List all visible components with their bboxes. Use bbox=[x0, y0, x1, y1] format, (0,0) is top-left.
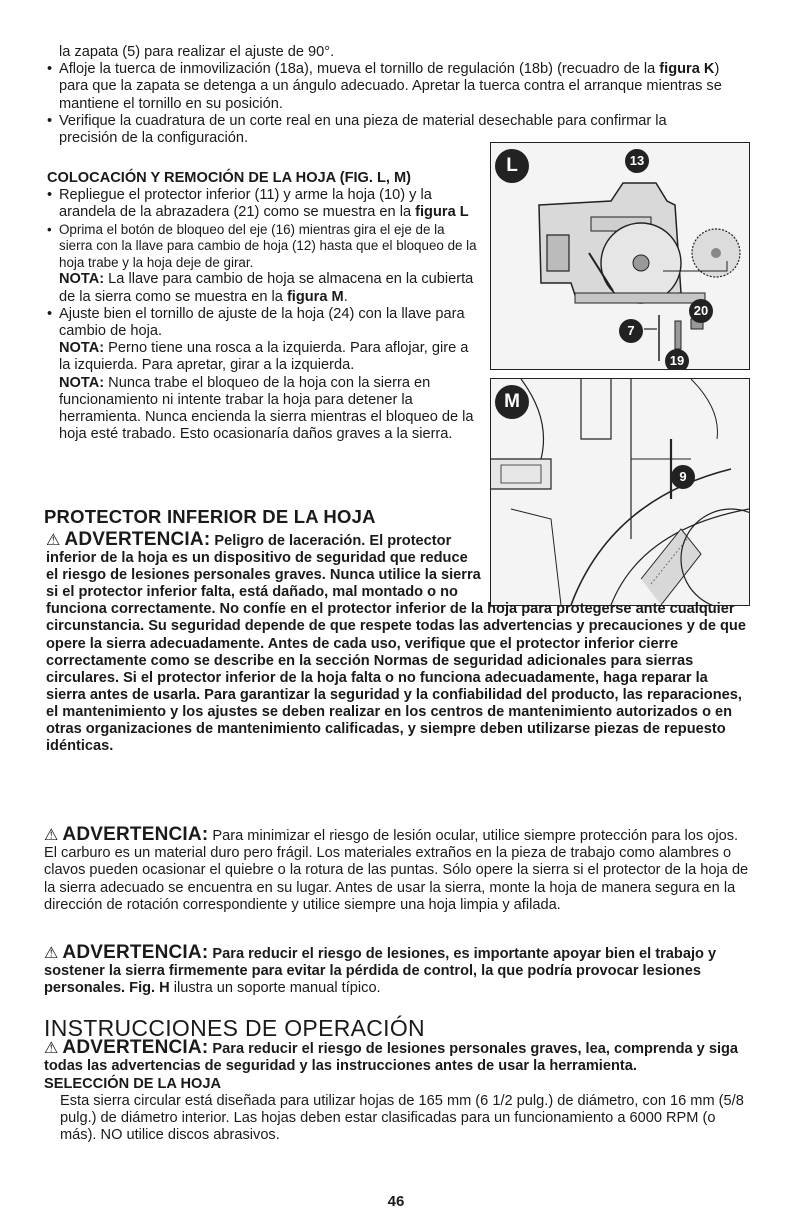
instrucciones-warning: ⚠ ADVERTENCIA: Para reducir el riesgo de lesiones personales graves, lea, comprenda y siga todas las advertencias de seguridad y las instrucciones antes de usar la herramienta. bbox=[44, 1037, 739, 1075]
protector-heading: PROTECTOR INFERIOR DE LA HOJA bbox=[44, 506, 376, 527]
page-number: 46 bbox=[387, 1193, 405, 1210]
intro-section bbox=[47, 44, 747, 147]
protector-warning-text: Peligro de laceración. El protector inferior de la hoja es un dispositivo de seguridad que reduce el riesgo de lesiones personales graves. Nunca utilice la sierra si el protector inferior falta, está dañado, mal montado o no funciona correctamente. No confíe en el protector inferior de la hoja para protegerse ante cualquier circunstancia. Su seguridad depende de que respete todas las advertencias y precauciones y de que opere la sierra adecuadamente. Antes de cada uso, verifique que el protector inferior cierre correctamente como se describe en la sección Normas de seguridad adicionales para sierras circulares. Si el protector inferior de la hoja falta o no funciona adecuadamente, haga reparar la sierra antes de usarla. Para garantizar la seguridad y la confiabilidad del producto, las reparaciones, el mantenimiento y los ajustes se deben realizar en los centros de mantenimiento autorizados o en otras organizaciones de mantenimiento calificadas, y siempre deben utilizarse piezas de repuesto idénticas. bbox=[46, 533, 746, 755]
figure-k-ref: figura K bbox=[659, 61, 715, 78]
warning-label: ADVERTENCIA: bbox=[62, 824, 209, 845]
colocacion-bullet-1: • Repliegue el protector inferior (11) y arme la hoja (10) y la arandela de la abrazadera (21) como se muestra en la figura L bbox=[47, 187, 479, 221]
colocacion-bullet-2: • Oprima el botón de bloqueo del eje (16) mientras gira el eje de la sierra con la llave para cambio de hoja (12) hasta que el bloqueo de la hoja trabe y la hoja deje de girar. bbox=[47, 222, 479, 272]
colocacion-section bbox=[47, 170, 479, 443]
warning-label: ADVERTENCIA: bbox=[64, 529, 211, 550]
warning-icon: ⚠ bbox=[44, 1040, 59, 1058]
callout-9: 9 bbox=[671, 465, 695, 489]
figure-l-ref: figura L bbox=[415, 204, 469, 221]
callout-7: 7 bbox=[619, 319, 643, 343]
warning-icon: ⚠ bbox=[46, 532, 61, 549]
warning-label: ADVERTENCIA: bbox=[62, 1037, 209, 1059]
support-warning bbox=[44, 944, 750, 998]
figure-l-label: L bbox=[495, 149, 529, 183]
seleccion-heading: SELECCIÓN DE LA HOJA bbox=[44, 1075, 222, 1092]
colocacion-heading: COLOCACIÓN Y REMOCIÓN DE LA HOJA (FIG. L, M) bbox=[47, 170, 412, 186]
protector-warning bbox=[44, 531, 750, 755]
nota-3: NOTA: Nunca trabe el bloqueo de la hoja con la sierra en funcionamiento ni intente trabar la hoja para detener la herramienta. Nunca encienda la sierra mientras el bloqueo de la hoja esté trabado. Esto ocasionaría daños graves a la sierra. bbox=[59, 374, 474, 443]
instrucciones-section bbox=[44, 1015, 750, 1144]
nota-1: NOTA: La llave para cambio de hoja se almacena en la cubierta de la sierra como se muestra en la figura M. bbox=[59, 271, 474, 305]
intro-bullet-2: • Verifique la cuadratura de un corte real en una pieza de material desechable para confirmar la precisión de la configuración. bbox=[47, 113, 724, 147]
figure-m-float-spacer bbox=[482, 531, 750, 593]
warning-label: ADVERTENCIA: bbox=[62, 942, 209, 963]
eye-warning-text: Para minimizar el riesgo de lesión ocular, utilice siempre protección para los ojos. El carburo es un material duro pero frágil. Los materiales extraños en la pieza de trabajo como alambres o clavos pueden ocasionar el quiebre o la rotura de las puntas. Sólo opere la sierra si el protector de la hoja de la sierra adecuado se encuentra en su lugar. Antes de usar la sierra, monte la hoja de manera segura en la dirección de rotación correspondiente y utilice siempre una hoja limpia y afilada. bbox=[44, 828, 749, 913]
warning-icon: ⚠ bbox=[44, 827, 59, 844]
eye-warning bbox=[44, 826, 750, 914]
intro-continuation: la zapata (5) para realizar el ajuste de 90°. bbox=[59, 44, 335, 60]
nota-2: NOTA: Perno tiene una rosca a la izquierda. Para aflojar, gire a la izquierda. Para apretar, girar a la izquierda. bbox=[59, 340, 469, 374]
support-warning-tail: ilustra un soporte manual típico. bbox=[169, 980, 381, 997]
callout-19: 19 bbox=[665, 349, 689, 370]
figure-m-label: M bbox=[495, 385, 529, 419]
figure-m-ref: figura M bbox=[286, 288, 344, 305]
seleccion-text: Esta sierra circular está diseñada para utilizar hojas de 165 mm (6 1/2 pulg.) de diámetro, con 16 mm (5/8 pulg.) de diámetro interior. Las hojas deben estar clasificadas para un funcionamiento a 6000 RPM (o más). NO utilice discos abrasivos. bbox=[60, 1092, 744, 1144]
warning-icon: ⚠ bbox=[44, 945, 59, 962]
callout-20: 20 bbox=[689, 299, 713, 323]
callout-13: 13 bbox=[625, 149, 649, 173]
colocacion-bullet-3: • Ajuste bien el tornillo de ajuste de la hoja (24) con la llave para cambio de hoja. bbox=[47, 306, 479, 340]
intro-bullet-1: • Afloje la tuerca de inmovilización (18a), mueva el tornillo de regulación (18b) (recuadro de la figura K) para que la zapata se detenga a un ángulo adecuado. Apretar la tuerca contra el arranque mientras se mantiene el tornillo en su posición. bbox=[47, 61, 747, 113]
instrucciones-heading: INSTRUCCIONES DE OPERACIÓN bbox=[44, 1015, 425, 1041]
figure-l bbox=[490, 142, 750, 370]
support-warning-text: Para reducir el riesgo de lesiones, es importante apoyar bien el trabajo y sostener la sierra firmemente para evitar la pérdida de control, la que podría provocar lesiones personales. Fig. H bbox=[44, 946, 717, 997]
